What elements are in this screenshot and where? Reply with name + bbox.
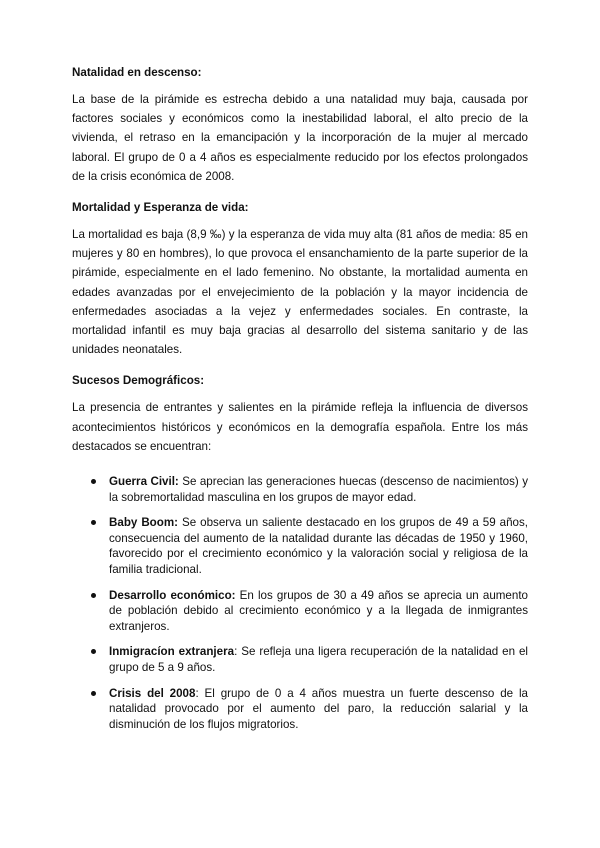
event-term: Desarrollo económico: bbox=[109, 588, 236, 602]
list-item bbox=[72, 515, 528, 577]
event-text: Se aprecian las generaciones huecas (descenso de nacimientos) y la sobremortalidad masculina en los grupos de mayor edad. bbox=[109, 475, 528, 504]
bullet-icon bbox=[91, 649, 96, 654]
section-natalidad bbox=[72, 66, 528, 186]
list-item bbox=[72, 644, 528, 675]
bullet-icon bbox=[91, 593, 96, 598]
list-item bbox=[72, 686, 528, 733]
section-heading: Natalidad en descenso: bbox=[72, 66, 202, 79]
bullet-icon bbox=[91, 479, 96, 484]
event-term: Crisis del 2008 bbox=[109, 686, 196, 700]
event-term: Guerra Civil: bbox=[109, 475, 179, 489]
list-item bbox=[72, 588, 528, 635]
event-term: Baby Boom: bbox=[109, 516, 179, 530]
section-sucesos bbox=[72, 374, 528, 732]
list-item bbox=[72, 474, 528, 505]
section-paragraph: La presencia de entrantes y salientes en la pirámide refleja la influencia de diversos acontecimientos históricos y económicos en la demografía española. Entre los más destacados se encuentran: bbox=[72, 401, 528, 453]
event-text: : El grupo de 0 a 4 años muestra un fuerte descenso de la natalidad provocado por el aumento del paro, la reducción salarial y la disminución de los flujos migratorios. bbox=[109, 686, 528, 731]
bullet-icon bbox=[91, 520, 96, 525]
section-mortalidad bbox=[72, 201, 528, 359]
section-paragraph: La base de la pirámide es estrecha debido a una natalidad muy baja, causada por factores sociales y económicos como la inestabilidad laboral, el alto precio de la vivienda, el retraso en la emancipación y la incorporación de la mujer al mercado laboral. El grupo de 0 a 4 años es especialmente reducido por los efectos prolongados de la crisis económica de 2008. bbox=[72, 93, 528, 183]
section-heading: Sucesos Demográficos: bbox=[72, 374, 205, 388]
event-text: En los grupos de 30 a 49 años se aprecia un aumento de población debido al crecimiento económico y a la llegada de inmigrantes extranjeros. bbox=[109, 588, 528, 633]
event-term: Inmigracíon extranjera bbox=[109, 645, 235, 659]
section-paragraph: La mortalidad es baja (8,9 ‰) y la esperanza de vida muy alta (81 años de media: 85 en mujeres y 80 en hombres), lo que provoca el ensanchamiento de la parte superior de la pirámide, especialmente en el lado femenino. No obstante, la mortalidad aumenta en edades avanzadas por el envejecimiento de la población y la mayor incidencia de enfermedades asociadas a la vejez y enfermedades sociales. En contraste, la mortalidad infantil es muy baja gracias al desarrollo del sistema sanitario y de las unidades neonatales. bbox=[72, 228, 528, 357]
event-text: Se observa un saliente destacado en los grupos de 49 a 59 años, consecuencia del aumento de la natalidad durante las décadas de 1950 y 1960, favorecido por el crecimiento económico y la valoración social y religiosa de la familia tradicional. bbox=[109, 516, 529, 577]
section-heading: Mortalidad y Esperanza de vida: bbox=[72, 201, 249, 215]
bullet-icon bbox=[91, 691, 96, 696]
event-text: : Se refleja una ligera recuperación de la natalidad en el grupo de 5 a 9 años. bbox=[109, 645, 528, 674]
events-list bbox=[72, 474, 528, 732]
